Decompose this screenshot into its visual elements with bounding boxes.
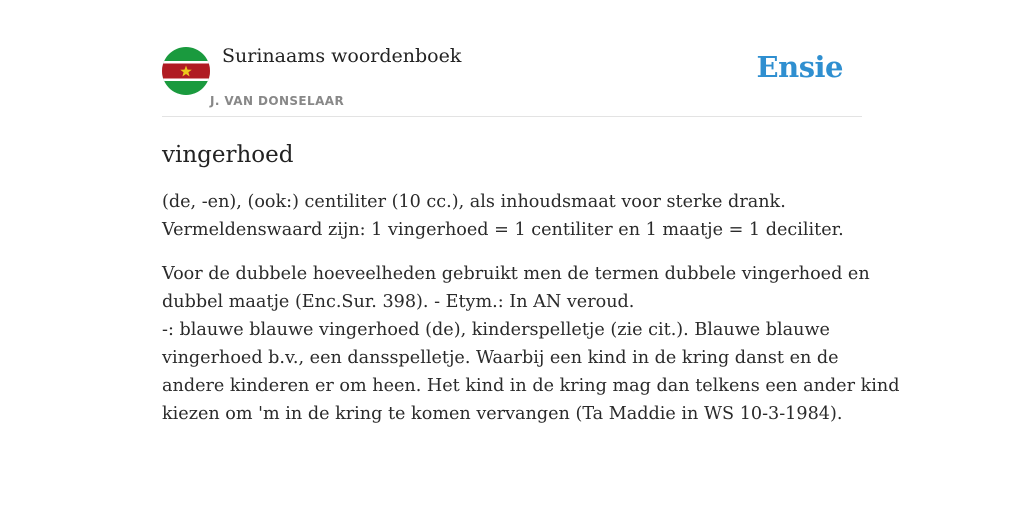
definition-line: (de, -en), (ook:) centiliter (10 cc.), als inhoudsmaat voor sterke drank. xyxy=(162,192,786,212)
definition-line: dubbel maatje (Enc.Sur. 398). - Etym.: In AN veroud. xyxy=(162,292,635,312)
suriname-flag-icon xyxy=(162,47,210,95)
entry-content xyxy=(162,136,900,428)
definition-paragraph-1 xyxy=(162,188,862,244)
definition-line: vingerhoed b.v., een dansspelletje. Waarbij een kind in de kring danst en de xyxy=(162,348,839,368)
definition-line: Voor de dubbele hoeveelheden gebruikt men de termen dubbele vingerhoed en xyxy=(162,264,870,284)
definition-line: -: blauwe blauwe vingerhoed (de), kinderspelletje (zie cit.). Blauwe blauwe xyxy=(162,320,830,340)
entry-headword: vingerhoed xyxy=(162,142,294,168)
definition-line: kiezen om 'm in de kring te komen vervangen (Ta Maddie in WS 10-3-1984). xyxy=(162,404,843,424)
dictionary-author[interactable]: J. VAN DONSELAAR xyxy=(210,94,345,108)
ensie-logo[interactable]: Ensie xyxy=(756,50,843,84)
definition-line: Vermeldenswaard zijn: 1 vingerhoed = 1 centiliter en 1 maatje = 1 deciliter. xyxy=(162,220,844,240)
dictionary-title[interactable]: Surinaams woordenboek xyxy=(222,45,462,67)
header xyxy=(162,44,862,117)
definition-line: andere kinderen er om heen. Het kind in de kring mag dan telkens een ander kind xyxy=(162,376,900,396)
definition-paragraph-2 xyxy=(162,260,900,428)
